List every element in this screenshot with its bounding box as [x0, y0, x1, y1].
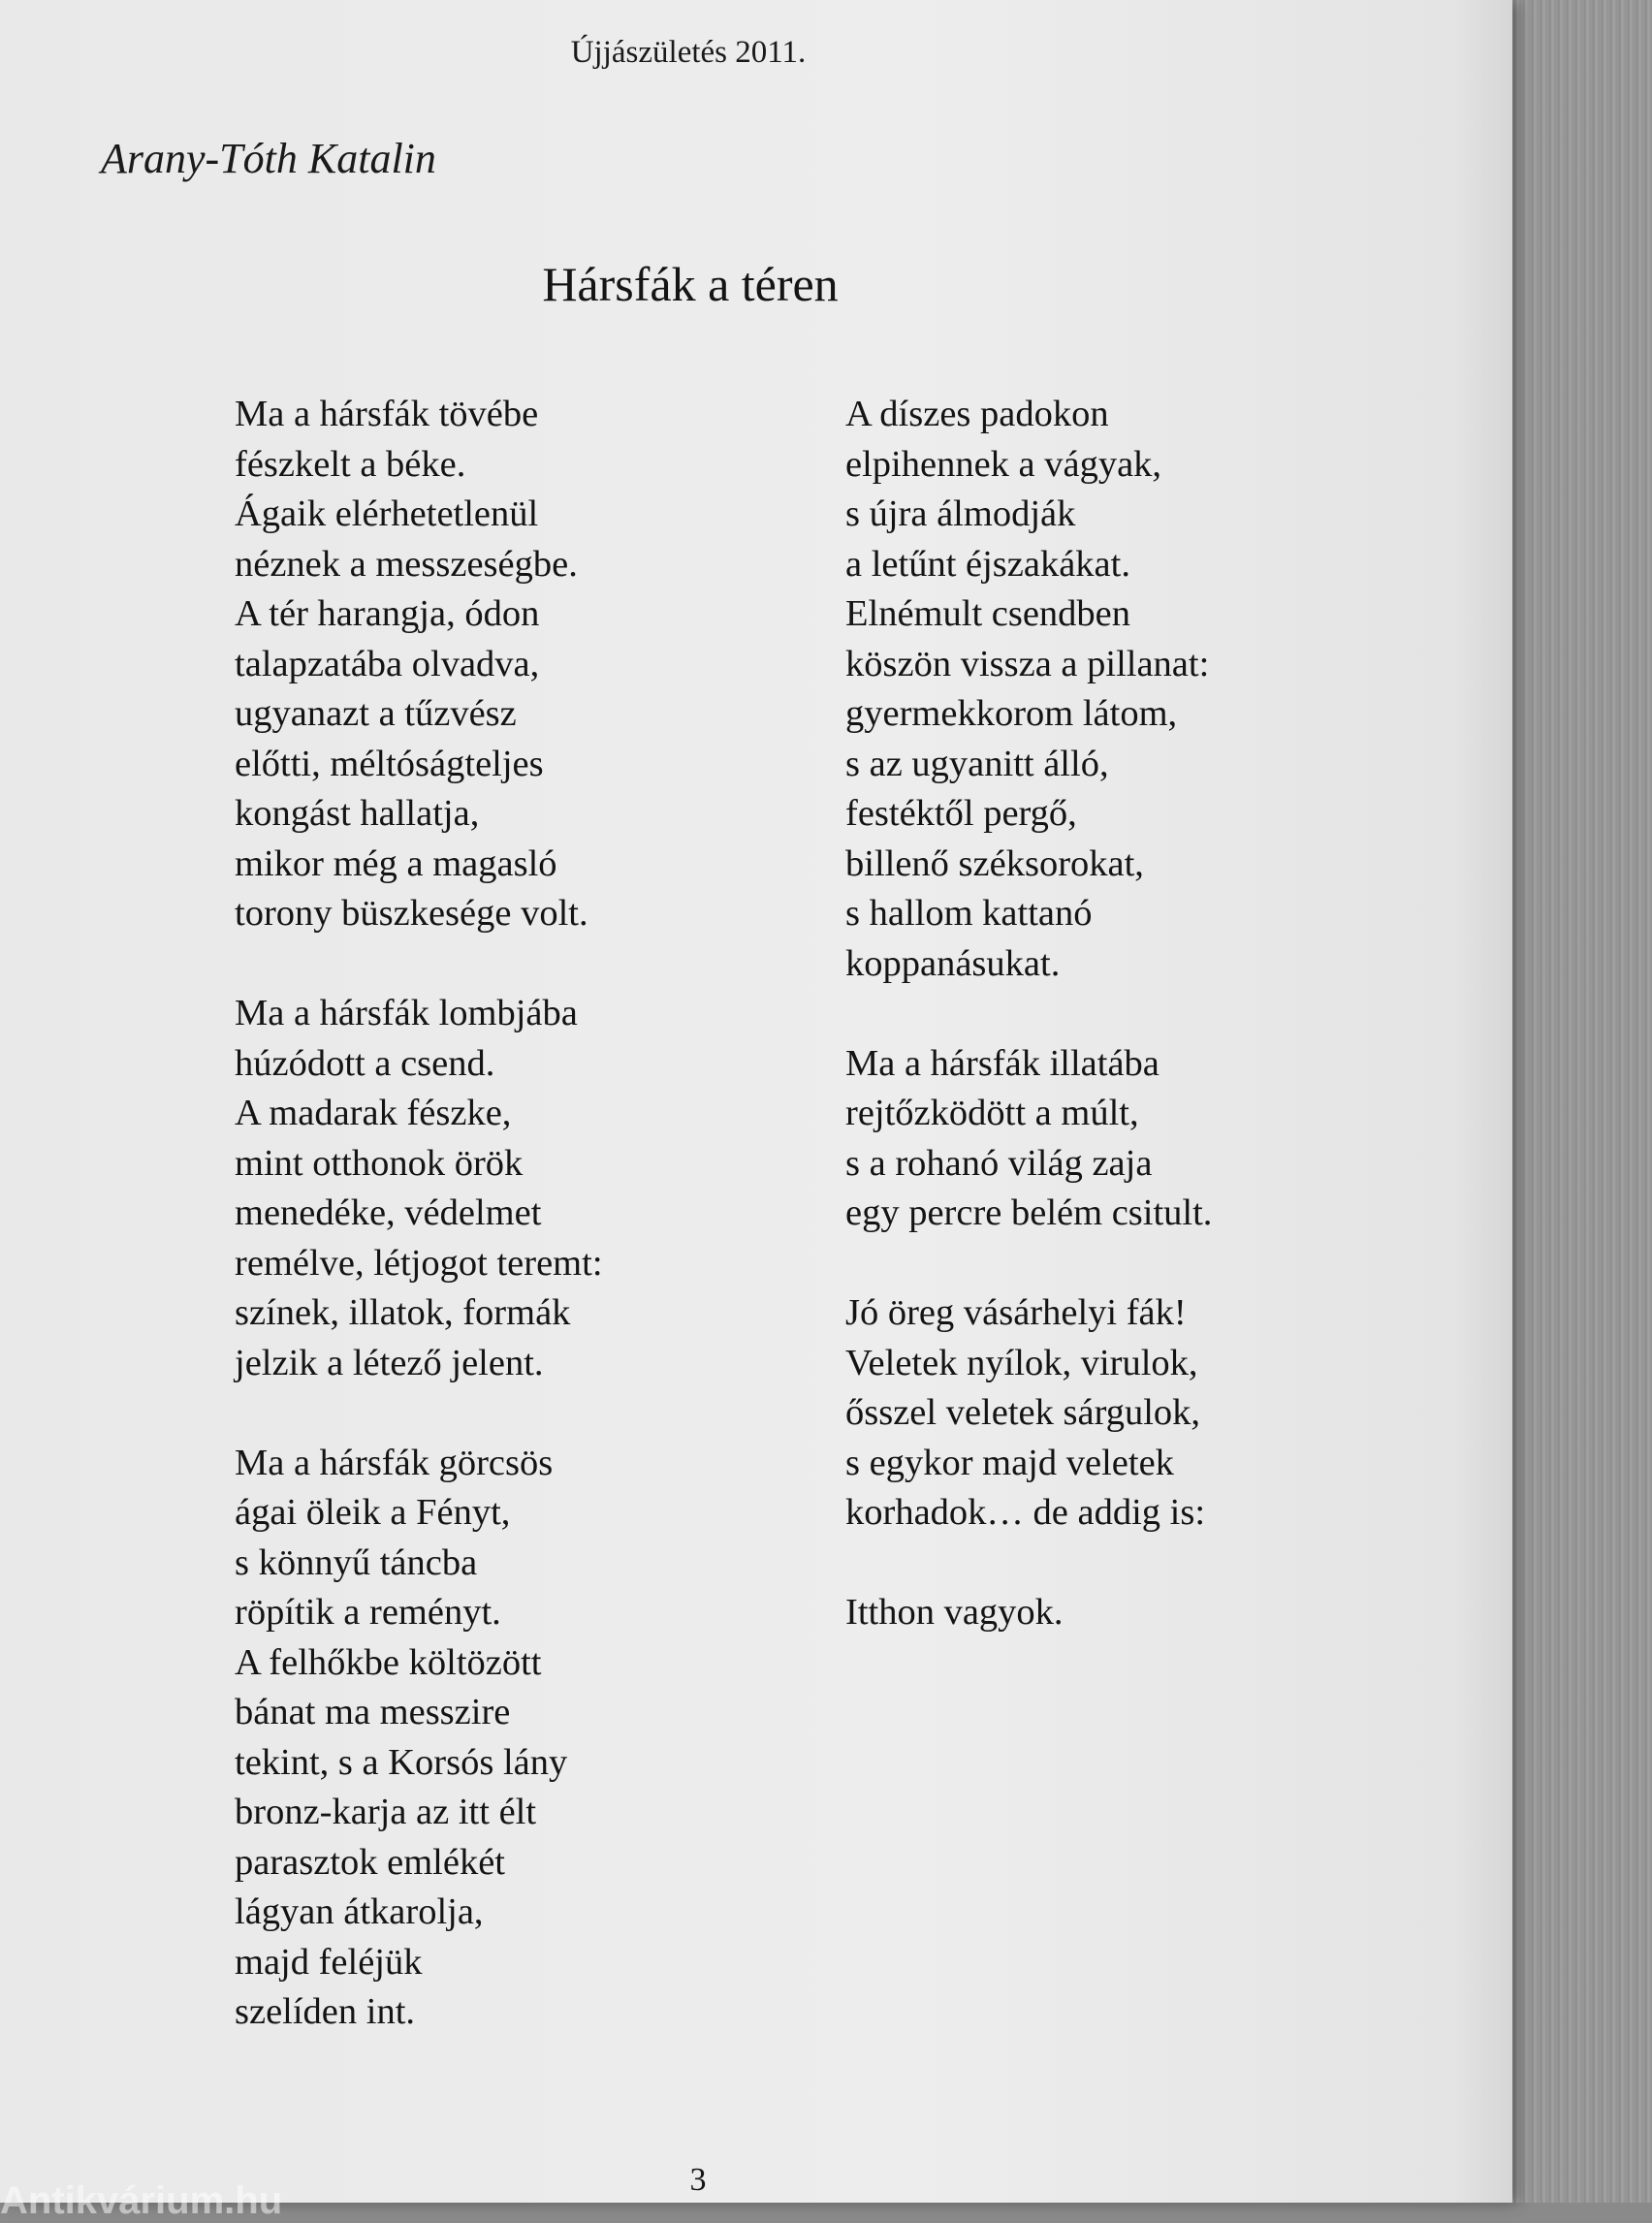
- stanza: [235, 1439, 603, 2038]
- book-binding-edge: [1512, 0, 1652, 2203]
- poem-line: előtti, méltóságteljes: [235, 743, 544, 784]
- poem-line: menedéke, védelmet: [235, 1192, 542, 1233]
- stanza: [845, 1288, 1212, 1539]
- poem-line: s újra álmodják: [845, 493, 1076, 534]
- poem-line: talapzatába olvadva,: [235, 643, 540, 684]
- poem-line: billenő széksorokat,: [845, 842, 1144, 884]
- poem-line: remélve, létjogot teremt:: [235, 1242, 603, 1284]
- poem-line: Itthon vagyok.: [845, 1592, 1064, 1633]
- stanza: [845, 1039, 1212, 1239]
- stanza: [235, 989, 603, 1388]
- poem-line: ugyanazt a tűzvész: [235, 693, 517, 734]
- poem-line: Jó öreg vásárhelyi fák!: [845, 1292, 1187, 1333]
- poem-line: rejtőzködött a múlt,: [845, 1093, 1139, 1133]
- poem-line: a letűnt éjszakákat.: [845, 543, 1130, 585]
- poem-line: s az ugyanitt álló,: [845, 743, 1109, 784]
- stanza-gap: [845, 1239, 1212, 1289]
- poem-line: torony büszkesége volt.: [235, 893, 588, 934]
- poem-line: színek, illatok, formák: [235, 1292, 571, 1333]
- stanza-gap: [235, 939, 603, 990]
- poem-line: festéktől pergő,: [845, 793, 1077, 834]
- poem-line: bánat ma messzire: [235, 1692, 511, 1732]
- poem-line: köszön vissza a pillanat:: [845, 643, 1210, 684]
- stanza-gap: [845, 989, 1212, 1039]
- stanza: [235, 390, 603, 939]
- poem-line: s hallom kattanó: [845, 893, 1093, 934]
- poem-line: Ma a hársfák lombjába: [235, 993, 578, 1033]
- poem-right-column: [845, 390, 1212, 1638]
- poem-line: elpihennek a vágyak,: [845, 443, 1162, 485]
- poem-line: Ma a hársfák tövébe: [235, 394, 539, 434]
- poem-title: Hársfák a téren: [542, 257, 839, 311]
- poem-line: egy percre belém csitult.: [845, 1192, 1213, 1233]
- poem-line: A madarak fészke,: [235, 1093, 512, 1133]
- poem-line: A díszes padokon: [845, 394, 1109, 434]
- poem-left-column: [235, 390, 603, 2038]
- poem-line: Veletek nyílok, virulok,: [845, 1342, 1198, 1383]
- poem-line: majd feléjük: [235, 1941, 423, 1983]
- stanza: [845, 1588, 1212, 1638]
- poem-line: parasztok emlékét: [235, 1841, 505, 1883]
- poem-line: lágyan átkarolja,: [235, 1891, 484, 1932]
- watermark: Antikvárium.hu: [0, 2179, 283, 2222]
- poem-line: koppanásukat.: [845, 942, 1061, 984]
- poem-line: ősszel veletek sárgulok,: [845, 1392, 1201, 1433]
- poem-line: Ma a hársfák görcsös: [235, 1442, 554, 1483]
- stanza-gap: [845, 1539, 1212, 1589]
- poem-line: korhadok… de addig is:: [845, 1492, 1206, 1533]
- poem-line: tekint, s a Korsós lány: [235, 1741, 568, 1783]
- poem-line: gyermekkorom látom,: [845, 693, 1178, 734]
- page-number: 3: [689, 2162, 707, 2198]
- poem-line: jelzik a létező jelent.: [235, 1342, 544, 1383]
- poem-line: ágai öleik a Fényt,: [235, 1492, 511, 1533]
- poem-line: mikor még a magasló: [235, 842, 557, 884]
- running-header: Újjászületés 2011.: [570, 35, 807, 70]
- poem-line: húzódott a csend.: [235, 1042, 495, 1084]
- poem-line: mint otthonok örök: [235, 1142, 524, 1184]
- poem-line: kongást hallatja,: [235, 793, 480, 834]
- poem-author: Arany-Tóth Katalin: [101, 135, 436, 182]
- poem-line: szelíden int.: [235, 1991, 416, 2032]
- poem-line: bronz-karja az itt élt: [235, 1792, 537, 1832]
- poem-line: s a rohanó világ zaja: [845, 1142, 1153, 1184]
- poem-line: Ágaik elérhetetlenül: [235, 493, 539, 534]
- poem-line: fészkelt a béke.: [235, 443, 466, 485]
- poem-line: röpítik a reményt.: [235, 1592, 501, 1633]
- poem-line: Ma a hársfák illatába: [845, 1042, 1160, 1084]
- poem-line: s könnyű táncba: [235, 1541, 478, 1583]
- stanza-gap: [235, 1388, 603, 1439]
- stanza: [845, 390, 1212, 989]
- poem-line: néznek a messzeségbe.: [235, 543, 578, 585]
- poem-line: A tér harangja, ódon: [235, 593, 540, 634]
- poem-line: s egykor majd veletek: [845, 1442, 1174, 1483]
- poem-line: Elnémult csendben: [845, 593, 1131, 634]
- poem-line: A felhőkbe költözött: [235, 1641, 542, 1683]
